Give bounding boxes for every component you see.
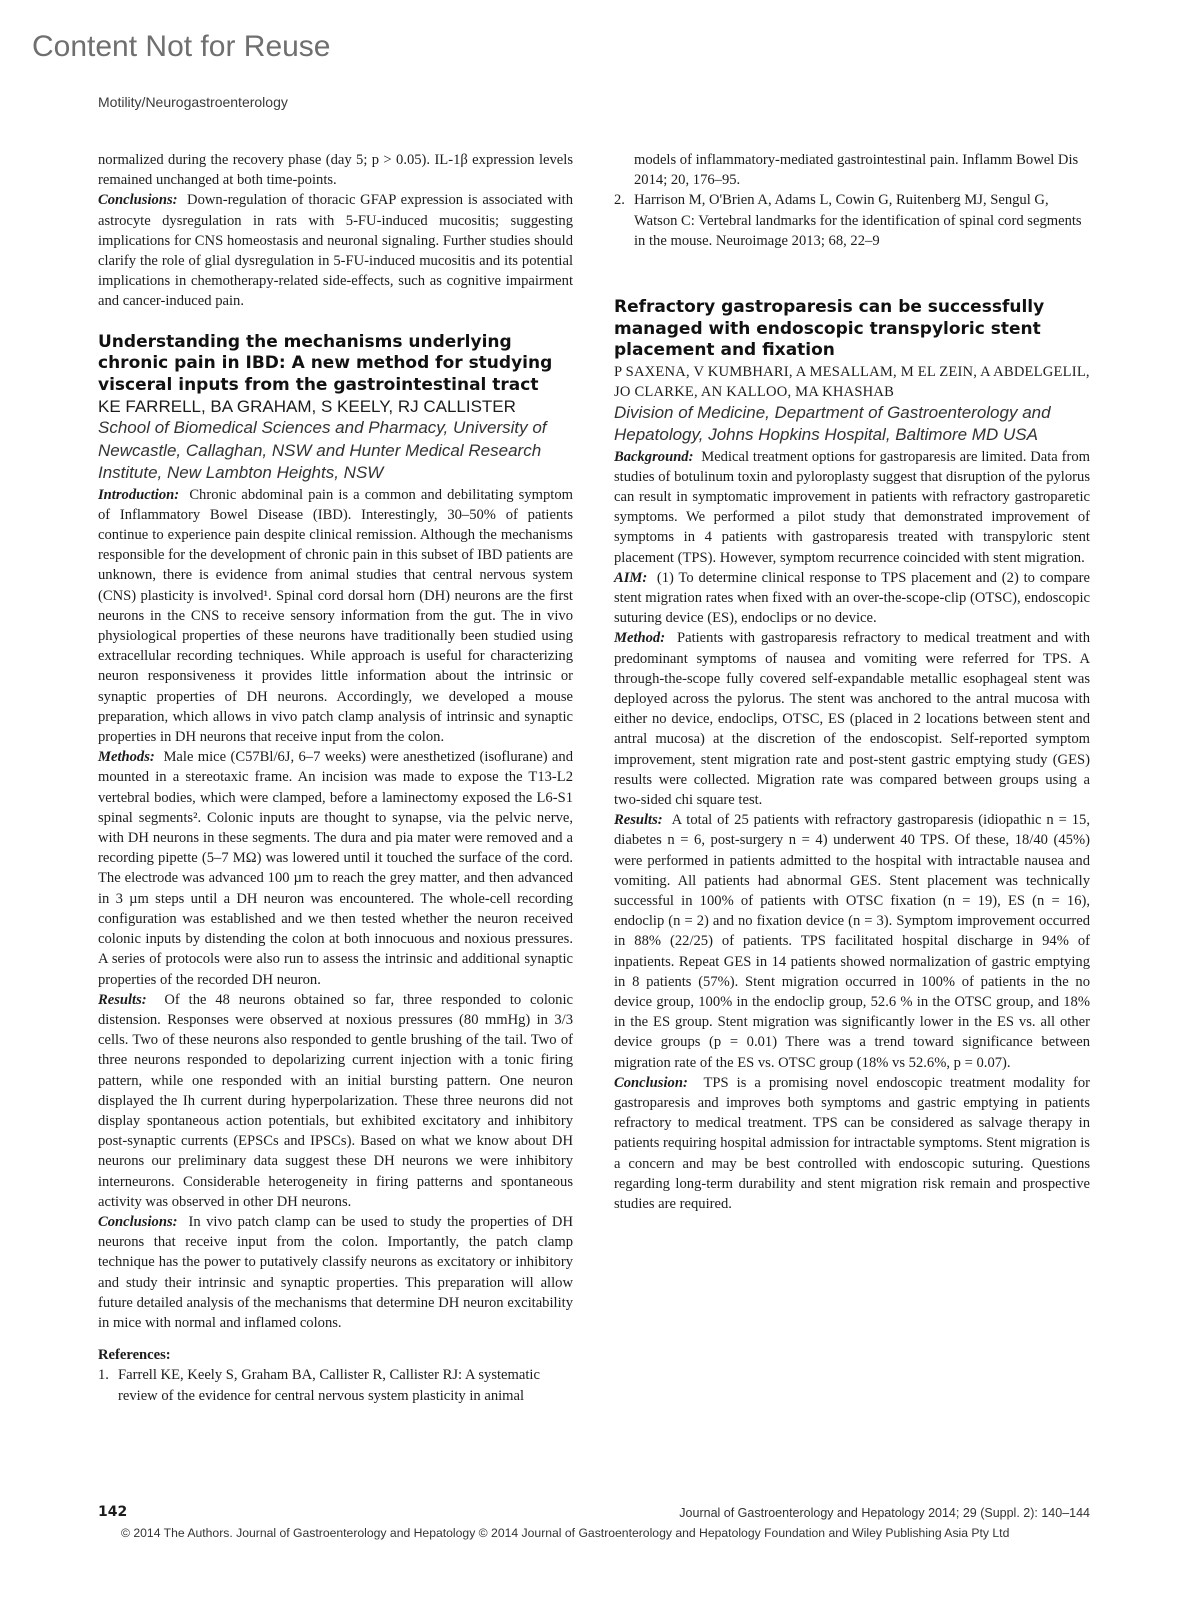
page-number: 142 (98, 1504, 128, 1520)
reference-2 (614, 190, 1090, 251)
journal-citation: Journal of Gastroenterology and Hepatology 2014; 29 (Suppl. 2): 140–144 (679, 1506, 1090, 1520)
conclusion-paragraph (614, 1073, 1090, 1214)
conclusions2-paragraph (98, 1212, 573, 1333)
conclusions-label: Conclusions: (98, 192, 178, 209)
introduction-label: Introduction: (98, 486, 180, 503)
results-label: Results: (98, 991, 147, 1008)
conclusion-label: Conclusion: (614, 1074, 688, 1091)
introduction-text: Chronic abdominal pain is a common and debilitating symptom of Inflammatory Bowel Disease (IBD). Interestingly, 30–50% of patients continue to experience pain despite clinical remission. Although the mechanisms responsible for the development of chronic pain in this subset of IBD patients are unknown, there is evidence from animal studies that central nervous system (CNS) plasticity is involved¹. Spinal cord dorsal horn (DH) neurons are the first neurons in the CNS to receive sensory information from the gut. The in vivo physiological properties of these neurons have traditionally been studied using extracellular recording techniques. While approach is useful for characterizing neuron responsiveness it provides little information about the intrinsic or synaptic properties of DH neurons. Accordingly, we developed a mouse preparation, which allows in vivo patch clamp analysis of intrinsic and synaptic properties in DH neurons that receive input from the colon. (98, 486, 573, 746)
right-column (614, 150, 1090, 1214)
conclusion-text: TPS is a promising novel endoscopic treatment modality for gastroparesis and improves both symptoms and gastric emptying in patients refractory to medical treatment. TPS can be considered as salvage therapy in patients requiring hospital admission for intractable symptoms. Stent migration is a concern and may be best controlled with endoscopic suturing. Questions regarding long-term durability and stent migration risk remain and prospective studies are required. (614, 1074, 1090, 1213)
conclusions-paragraph (98, 190, 573, 311)
background-text: Medical treatment options for gastroparesis are limited. Data from studies of botulinum toxin and pyloroplasty suggest that disruption of the pylorus can result in symptomatic improvement in patients with refractory gastroparetic symptoms. We performed a pilot study that demonstrated improvement of symptoms in 4 patients with gastroparesis treated with transpyloric stent placement (TPS). However, symptom recurrence coincided with stent migration. (614, 448, 1091, 566)
continuation-paragraph: normalized during the recovery phase (day 5; p > 0.05). IL-1β expression levels remained unchanged at both time-points. (98, 152, 573, 189)
references-heading: References: (98, 1347, 171, 1364)
left-column (98, 150, 573, 1406)
introduction-paragraph (98, 485, 573, 748)
methods-paragraph (98, 747, 573, 989)
conclusions2-label: Conclusions: (98, 1213, 178, 1230)
background-paragraph (614, 447, 1090, 568)
method-label: Method: (614, 630, 666, 647)
affiliation-2: Division of Medicine, Department of Gastroenterology and Hepatology, Johns Hopkins Hospital, Baltimore MD USA (614, 402, 1051, 445)
article-title-1: Understanding the mechanisms underlying chronic pain in IBD: A new method for studying visceral inputs from the gastrointestinal tract (98, 331, 553, 395)
reference-text: models of inflammatory-mediated gastrointestinal pain. Inflamm Bowel Dis 2014; 20, 176–95. (634, 152, 1079, 189)
aim-paragraph (614, 568, 1090, 629)
results2-paragraph (614, 810, 1090, 1073)
copyright-line: © 2014 The Authors. Journal of Gastroenterology and Hepatology © 2014 Journal of Gastroenterology and Hepatology Foundation and Wiley Publishing Asia Pty Ltd (121, 1526, 1010, 1540)
methods-label: Methods: (98, 749, 155, 766)
authors-2: P SAXENA, V KUMBHARI, A MESALLAM, M EL ZEIN, A ABDELGELIL, JO CLARKE, AN KALLOO, MA KHASHAB (614, 363, 1090, 400)
watermark: Content Not for Reuse (32, 30, 331, 63)
reference-number: 1. (98, 1367, 109, 1384)
reference-text: Farrell KE, Keely S, Graham BA, Callister R, Callister RJ: A systematic review of the evidence for central nervous system plasticity in animal (118, 1367, 540, 1404)
reference-number: 2. (614, 192, 625, 209)
method-text: Patients with gastroparesis refractory to medical treatment and with predominant symptoms of nausea and vomiting were referred for TPS. A through-the-scope fully covered self-expandable metallic esophageal stent was deployed across the pylorus. The stent was anchored to the antral mucosa with either no device, endoclips, OTSC, ES (placed in 2 locations between stent and antral mucosa) at the discretion of the endoscopist. Self-reported symptom improvement, stent migration rate and post-stent gastric emptying study (GES) results were collected. Migration rate was compared between groups using a two-sided chi square test. (614, 630, 1091, 808)
article-title-2: Refractory gastroparesis can be successfully managed with endoscopic transpyloric stent placement and fixation (614, 297, 1045, 361)
method-paragraph (614, 628, 1090, 810)
section-label: Motility/Neurogastroenterology (98, 94, 288, 110)
results2-label: Results: (614, 812, 663, 829)
aim-text: (1) To determine clinical response to TPS placement and (2) to compare stent migration rates when fixed with an over-the-scope-clip (OTSC), endoscopic suturing device (ES), endoclips or no device. (614, 569, 1091, 627)
reference-1 (98, 1365, 573, 1405)
reference-1-continued (614, 150, 1090, 190)
reference-text: Harrison M, O'Brien A, Adams L, Cowin G, Ruitenberg MJ, Sengul G, Watson C: Vertebral landmarks for the identification of spinal cord segments in the mouse. Neuroimage 2013; 68, 22–9 (634, 192, 1082, 249)
conclusions2-text: In vivo patch clamp can be used to study the properties of DH neurons that receive input from the colon. Importantly, the patch clamp technique has the power to putatively classify neurons as excitatory or inhibitory and study their intrinsic and synaptic properties. This preparation will allow future detailed analysis of the mechanisms that determine DH neuron excitability in mice with normal and inflamed colons. (98, 1213, 573, 1331)
results2-text: A total of 25 patients with refractory gastroparesis (idiopathic n = 15, diabetes n = 6, post-surgery n = 4) underwent 40 TPS. Of these, 18/40 (45%) were performed in patients admitted to the hospital with intractable nausea and vomiting. All patients had abnormal GES. Stent placement was technically successful in 100% of patients with OTSC fixation (n = 19), ES (n = 16), endoclip (n = 2) and no fixation device (n = 3). Symptom improvement occurred in 88% (22/25) of patients. TPS facilitated hospital discharge in 94% of inpatients. Repeat GES in 14 patients showed normalization of gastric emptying in 8 patients (57%). Stent migration occurred in 100% of patients in the no device group, 100% in the endoclip group, 52.6 % in the OTSC group, and 18% in the ES group. Stent migration was significantly lower in the ES vs. all other device groups (p = 0.01) There was a trend toward significance between migration rate of the ES vs. OTSC group (18% vs 52.6%, p = 0.07). (614, 812, 1090, 1071)
affiliation-1: School of Biomedical Sciences and Pharmacy, University of Newcastle, Callaghan, NSW and Hunter Medical Research Institute, New Lambton Heights, NSW (98, 418, 547, 483)
authors-1: KE FARRELL, BA GRAHAM, S KEELY, RJ CALLISTER (98, 397, 516, 417)
background-label: Background: (614, 448, 694, 465)
results-paragraph (98, 990, 573, 1212)
results-text: Of the 48 neurons obtained so far, three responded to colonic distension. Responses were observed at noxious pressures (80 mmHg) in 3/3 cells. Two of these neurons also responded to gentle brushing of the tail. Two of three neurons responded to depolarizing current injection with a tonic firing pattern, while one responded with an initial bursting pattern. One neuron displayed the Ih current during hyperpolarization. These three neurons did not display spontaneous action potentials, but exhibited excitatory and inhibitory post-synaptic currents (EPSCs and IPSCs). Based on what we know about DH neurons our preliminary data suggest these DH neurons we were inhibitory interneurons. Considerable heterogeneity in firing patterns and spontaneous activity was observed in other DH neurons. (98, 991, 574, 1210)
aim-label: AIM: (614, 569, 648, 586)
conclusions-text: Down-regulation of thoracic GFAP expression is associated with astrocyte dysregulation in rats with 5-FU-induced mucositis; suggesting implications for CNS homeostasis and neuronal signaling. Further studies should clarify the role of glial dysregulation in 5-FU-induced mucositis and its potential implications in chemotherapy-related side-effects, such as cognitive impairment and cancer-induced pain. (98, 192, 574, 310)
methods-text: Male mice (C57Bl/6J, 6–7 weeks) were anesthetized (isoflurane) and mounted in a stereotaxic frame. An incision was made to expose the T13-L2 vertebral bodies, which were clamped, before a laminectomy exposed the L6-S1 spinal segments². Colonic inputs are thought to synapse, via the pelvic nerve, with DH neurons in these segments. The dura and pia mater were removed and a recording pipette (5–7 MΩ) was lowered until it touched the surface of the cord. The electrode was advanced 100 µm to reach the grey matter, and then advanced in 3 µm steps until a DH neuron was encountered. The whole-cell recording configuration was established and we then tested whether the neuron received colonic inputs by distending the colon at both innocuous and noxious pressures. A series of protocols were also run to assess the intrinsic and additional synaptic properties of the recorded DH neuron. (98, 749, 574, 988)
